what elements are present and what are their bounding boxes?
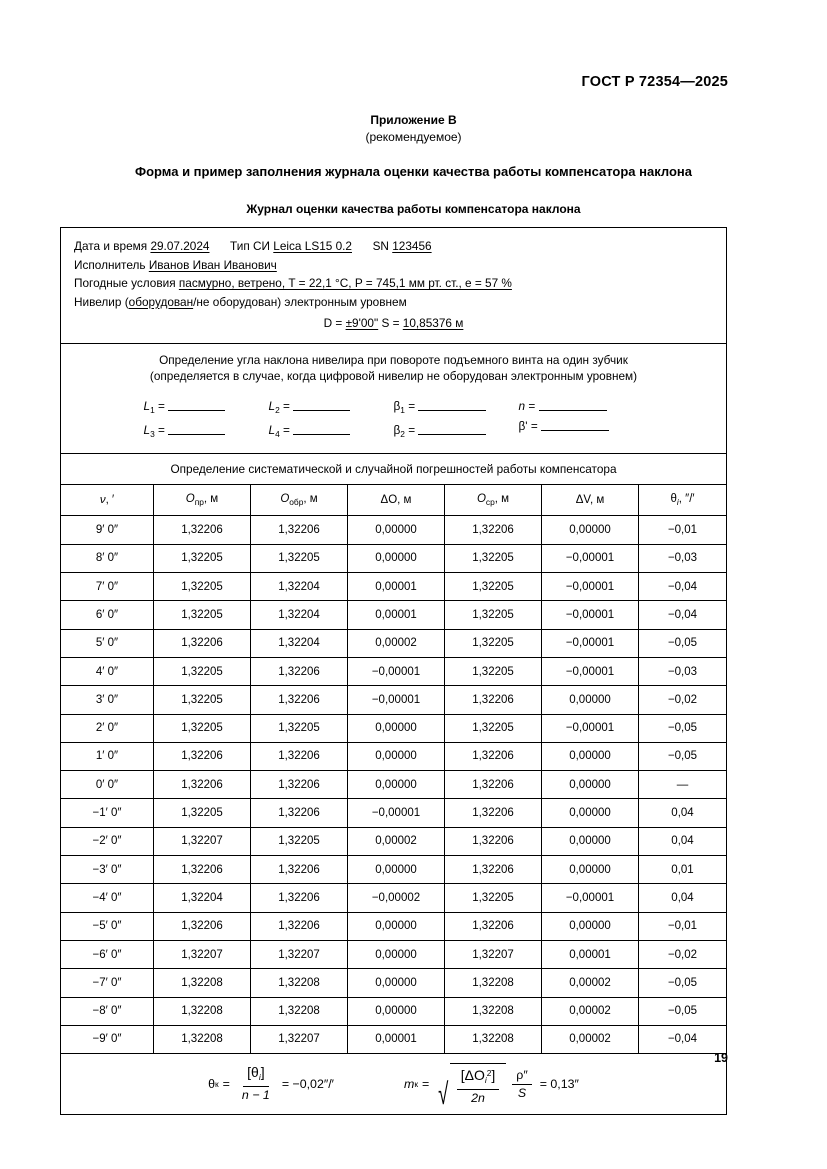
- table-row: [61, 629, 726, 657]
- row-value-cell: 1,32207: [251, 940, 348, 968]
- tilt-field-Bp-eq: =: [530, 418, 538, 433]
- row-angle-cell: −4′ 0″: [61, 884, 154, 912]
- table-row: [61, 799, 726, 827]
- tilt-field-L4-sub: 4: [275, 428, 280, 439]
- instrument-label: Тип СИ: [230, 239, 270, 253]
- row-angle-cell: 0′ 0″: [61, 771, 154, 799]
- row-value-cell: 0,00000: [348, 544, 445, 572]
- tilt-field-col-L12: [144, 396, 269, 444]
- row-value-cell: 0,00002: [542, 997, 639, 1025]
- form-title: Форма и пример заполнения журнала оценки качества работы компенсатора наклона: [134, 164, 692, 179]
- formula-m-num-sup: 2: [486, 1067, 492, 1078]
- formula-theta-num-sub: i: [258, 1072, 261, 1083]
- tilt-field-B2: [394, 420, 519, 444]
- formula-m-lhs-sub: к: [414, 1079, 418, 1090]
- row-angle-cell: −9′ 0″: [61, 1025, 154, 1053]
- row-value-cell: 1,32206: [445, 742, 542, 770]
- row-value-cell: 1,32204: [251, 573, 348, 601]
- tilt-field-B1-sym: β: [393, 398, 401, 413]
- date-label: Дата и время: [74, 239, 148, 253]
- col-header-theta-unit: , ″/′: [678, 493, 695, 506]
- formula-m-lhs: m: [404, 1077, 415, 1092]
- row-angle-cell: 9′ 0″: [61, 516, 154, 544]
- row-angle-cell: −7′ 0″: [61, 969, 154, 997]
- row-value-cell: 1,32208: [445, 997, 542, 1025]
- row-value-cell: 0,00000: [348, 771, 445, 799]
- row-value-cell: 1,32206: [251, 856, 348, 884]
- tilt-field-L4-sym: L: [268, 422, 276, 437]
- row-value-cell: 1,32206: [154, 629, 251, 657]
- tilt-field-col-n: [519, 396, 644, 444]
- row-angle-cell: 1′ 0″: [61, 742, 154, 770]
- formula-theta-lhs-sub: к: [214, 1079, 219, 1090]
- table-row: [61, 601, 726, 629]
- tilt-field-L2-sym: L: [268, 398, 276, 413]
- col-header-opr-sub: пр: [194, 497, 204, 508]
- annex-kind: (рекомендуемое): [365, 129, 462, 144]
- level-equipped-option[interactable]: оборудован: [128, 294, 194, 309]
- col-header-oobr-sym: O: [280, 493, 290, 506]
- table-row: [61, 771, 726, 799]
- operator-label: Исполнитель: [74, 257, 146, 272]
- tilt-field-L3-input[interactable]: [168, 423, 225, 435]
- row-value-cell: 1,32207: [154, 940, 251, 968]
- formula-theta: θ к = $\frac{[\theta_i]}{n - 1}$ = −0,02″/′: [208, 1064, 334, 1103]
- formula-m-num-open: [ΔO: [460, 1066, 485, 1083]
- tilt-field-B2-input[interactable]: [418, 423, 486, 435]
- row-value-cell: 1,32205: [445, 629, 542, 657]
- table-row: [61, 516, 726, 544]
- row-angle-cell: −5′ 0″: [61, 912, 154, 940]
- tilt-field-L3-sub: 3: [150, 428, 155, 439]
- row-value-cell: 1,32206: [251, 799, 348, 827]
- row-value-cell: 0,00001: [348, 601, 445, 629]
- row-value-cell: −0,01: [639, 516, 727, 544]
- col-header-nu: [61, 485, 154, 516]
- row-value-cell: 1,32205: [251, 827, 348, 855]
- col-header-osr-unit: , м: [494, 493, 510, 506]
- tilt-field-L2-sub: 2: [275, 404, 280, 415]
- tilt-section-line1: Определение угла наклона нивелира при повороте подъемного винта на один зубчик: [159, 352, 628, 367]
- row-value-cell: 1,32208: [251, 997, 348, 1025]
- info-line-weather: [74, 274, 713, 293]
- row-angle-cell: −3′ 0″: [61, 856, 154, 884]
- row-angle-cell: 6′ 0″: [61, 601, 154, 629]
- table-row: [61, 657, 726, 685]
- row-value-cell: 0,00000: [348, 714, 445, 742]
- table-row: [61, 827, 726, 855]
- tilt-field-col-L34: [269, 396, 394, 444]
- row-angle-cell: −1′ 0″: [61, 799, 154, 827]
- tilt-field-L3-eq: =: [158, 422, 165, 437]
- row-value-cell: 1,32206: [251, 516, 348, 544]
- row-value-cell: 0,00000: [542, 827, 639, 855]
- d-value[interactable]: ±9'00": [345, 316, 379, 331]
- row-value-cell: −0,00001: [542, 601, 639, 629]
- row-value-cell: 1,32206: [445, 827, 542, 855]
- row-value-cell: 1,32206: [251, 686, 348, 714]
- col-header-oobr-unit: , м: [303, 493, 318, 506]
- row-value-cell: 0,00000: [542, 686, 639, 714]
- row-value-cell: 1,32208: [445, 1025, 542, 1053]
- row-value-cell: 0,00002: [348, 629, 445, 657]
- formula-m-sqrt: [435, 1063, 506, 1112]
- row-value-cell: 1,32205: [154, 799, 251, 827]
- s-label: S =: [378, 316, 403, 331]
- row-value-cell: −0,03: [639, 544, 727, 572]
- col-header-opr-sym: O: [185, 493, 195, 506]
- tilt-field-L4-input[interactable]: [293, 423, 350, 435]
- row-value-cell: 0,00000: [542, 912, 639, 940]
- table-row: [61, 686, 726, 714]
- standard-header: ГОСТ Р 72354—2025: [581, 74, 728, 90]
- row-value-cell: 1,32208: [154, 997, 251, 1025]
- row-value-cell: 1,32208: [154, 969, 251, 997]
- measurements-table: [61, 485, 726, 1053]
- col-header-theta-sym: θ: [670, 493, 677, 506]
- formula-theta-num-close: ]: [260, 1064, 265, 1081]
- info-line-level: [74, 293, 713, 312]
- formula-theta-fraction: [238, 1065, 274, 1103]
- row-value-cell: 1,32205: [154, 573, 251, 601]
- row-value-cell: −0,05: [639, 714, 727, 742]
- journal-form: [60, 227, 727, 1115]
- col-header-nu-unit: , ′: [105, 494, 115, 507]
- table-row: [61, 1025, 726, 1053]
- row-angle-cell: 7′ 0″: [61, 573, 154, 601]
- row-value-cell: 0,00000: [348, 940, 445, 968]
- tilt-field-L2: [269, 396, 394, 420]
- tilt-field-L4: [269, 420, 394, 444]
- tilt-field-L3-sym: L: [143, 422, 151, 437]
- row-value-cell: 1,32206: [251, 884, 348, 912]
- table-row: [61, 940, 726, 968]
- row-value-cell: 1,32207: [251, 1025, 348, 1053]
- col-header-osr-sym: O: [476, 493, 486, 506]
- row-value-cell: 1,32204: [251, 629, 348, 657]
- row-value-cell: 1,32205: [445, 657, 542, 685]
- row-value-cell: 1,32206: [154, 912, 251, 940]
- table-row: [61, 544, 726, 572]
- tilt-field-B1: [394, 396, 519, 420]
- annex-label: Приложение В: [370, 113, 457, 127]
- row-value-cell: 1,32206: [445, 799, 542, 827]
- row-value-cell: 1,32205: [154, 657, 251, 685]
- row-value-cell: 0,00002: [348, 827, 445, 855]
- row-value-cell: 0,00002: [542, 1025, 639, 1053]
- formula-m-num-sub: i: [484, 1074, 487, 1085]
- row-value-cell: 0,00000: [542, 856, 639, 884]
- tilt-field-Bp-sym: β': [518, 418, 528, 433]
- col-header-osr-sub: ср: [485, 497, 495, 508]
- row-value-cell: −0,00001: [542, 544, 639, 572]
- row-value-cell: 1,32206: [154, 771, 251, 799]
- row-angle-cell: −6′ 0″: [61, 940, 154, 968]
- row-value-cell: 1,32205: [445, 601, 542, 629]
- col-header-delta-v-sym: ΔV: [575, 494, 590, 507]
- info-line-ds: [74, 314, 713, 333]
- row-value-cell: 0,00000: [348, 856, 445, 884]
- row-value-cell: 1,32205: [251, 544, 348, 572]
- col-header-delta-v: [542, 485, 639, 516]
- row-value-cell: −0,00001: [348, 686, 445, 714]
- operator-value[interactable]: Иванов Иван Иванович: [148, 257, 277, 272]
- formula-m-fraction: [457, 1066, 500, 1106]
- table-row: [61, 912, 726, 940]
- row-value-cell: −0,03: [639, 657, 727, 685]
- title-block: [60, 112, 767, 217]
- tilt-field-L1-sym: L: [143, 398, 151, 413]
- row-value-cell: 0,00000: [542, 799, 639, 827]
- row-value-cell: 1,32206: [154, 742, 251, 770]
- row-value-cell: 0,04: [639, 799, 727, 827]
- row-value-cell: 1,32206: [154, 516, 251, 544]
- row-value-cell: 1,32205: [154, 686, 251, 714]
- table-body: [61, 516, 726, 1053]
- row-value-cell: −0,00001: [542, 714, 639, 742]
- col-header-opr: [154, 485, 251, 516]
- weather-label: Погодные условия: [74, 276, 176, 291]
- col-header-delta-v-unit: , м: [590, 494, 605, 507]
- tilt-field-L4-eq: =: [283, 422, 290, 437]
- table-row: [61, 884, 726, 912]
- tilt-field-n-eq: =: [528, 398, 536, 413]
- row-value-cell: 0,00001: [542, 940, 639, 968]
- sqrt-icon: √: [438, 1078, 449, 1112]
- formula-theta-den-text: n − 1: [241, 1088, 270, 1103]
- row-angle-cell: 5′ 0″: [61, 629, 154, 657]
- row-value-cell: −0,00001: [348, 799, 445, 827]
- row-value-cell: 1,32206: [154, 856, 251, 884]
- col-header-delta-o-unit: , м: [397, 494, 412, 507]
- sn-label: SN: [372, 239, 389, 253]
- row-value-cell: −0,05: [639, 969, 727, 997]
- row-value-cell: 0,00000: [348, 912, 445, 940]
- row-value-cell: 0,00001: [348, 573, 445, 601]
- row-value-cell: −0,05: [639, 742, 727, 770]
- formula-m-rho-num: ρ″: [512, 1068, 531, 1085]
- row-value-cell: 1,32204: [154, 884, 251, 912]
- formula-m-rho-den-text: S: [517, 1085, 527, 1100]
- col-header-oobr-sub: обр: [289, 497, 304, 508]
- row-value-cell: 1,32208: [445, 969, 542, 997]
- tilt-field-L2-input[interactable]: [293, 399, 350, 411]
- level-prefix: Нивелир (: [74, 294, 129, 309]
- row-value-cell: 1,32205: [445, 714, 542, 742]
- row-value-cell: 0,01: [639, 856, 727, 884]
- tilt-field-Bp: [519, 416, 644, 436]
- row-value-cell: −0,02: [639, 940, 727, 968]
- row-angle-cell: 8′ 0″: [61, 544, 154, 572]
- row-angle-cell: 2′ 0″: [61, 714, 154, 742]
- tilt-field-L3: [144, 420, 269, 444]
- errors-section-title: Определение систематической и случайной погрешностей работы компенсатора: [170, 461, 617, 476]
- row-value-cell: 0,00000: [348, 969, 445, 997]
- formula-m-result: = 0,13″: [539, 1077, 579, 1092]
- table-row: [61, 856, 726, 884]
- row-value-cell: 1,32206: [445, 912, 542, 940]
- row-value-cell: 1,32205: [154, 544, 251, 572]
- tilt-field-B2-sym: β: [393, 422, 401, 437]
- row-value-cell: 1,32206: [251, 657, 348, 685]
- table-row: [61, 573, 726, 601]
- col-header-osr: [445, 485, 542, 516]
- row-value-cell: 0,00000: [348, 742, 445, 770]
- row-value-cell: −0,02: [639, 686, 727, 714]
- row-value-cell: 0,00000: [542, 516, 639, 544]
- row-value-cell: 0,04: [639, 827, 727, 855]
- formula-row: [61, 1053, 726, 1114]
- formula-m-den-text: 2n: [471, 1090, 485, 1105]
- row-value-cell: −0,04: [639, 601, 727, 629]
- tilt-fields: [77, 396, 710, 444]
- row-value-cell: —: [639, 771, 727, 799]
- table-header-row: [61, 485, 726, 516]
- row-value-cell: −0,04: [639, 573, 727, 601]
- tilt-field-L1-input[interactable]: [168, 399, 225, 411]
- tilt-field-n-sym: n: [518, 398, 526, 413]
- row-value-cell: 1,32205: [445, 884, 542, 912]
- formula-theta-result: = −0,02″/′: [281, 1077, 334, 1092]
- row-value-cell: 1,32204: [251, 601, 348, 629]
- tilt-field-col-beta: [394, 396, 519, 444]
- row-value-cell: 1,32206: [445, 771, 542, 799]
- row-value-cell: 1,32206: [445, 516, 542, 544]
- row-value-cell: 0,00000: [348, 997, 445, 1025]
- table-row: [61, 969, 726, 997]
- row-value-cell: 1,32206: [445, 856, 542, 884]
- formula-m-rho-den: [514, 1085, 530, 1101]
- row-value-cell: 1,32208: [251, 969, 348, 997]
- tilt-field-B2-eq: =: [408, 422, 416, 437]
- col-header-delta-o: [348, 485, 445, 516]
- row-value-cell: −0,04: [639, 1025, 727, 1053]
- row-value-cell: −0,00001: [348, 657, 445, 685]
- row-value-cell: −0,00001: [542, 629, 639, 657]
- formula-m-numerator: [457, 1066, 500, 1090]
- row-value-cell: −0,05: [639, 629, 727, 657]
- formula-m: m к = √ $\frac{[\Delta O_i^2]}{2n}$ $\frac{\rho''}{S}$ = 0,13″: [404, 1063, 579, 1106]
- row-value-cell: −0,00001: [542, 657, 639, 685]
- row-value-cell: −0,00002: [348, 884, 445, 912]
- tilt-field-L2-eq: =: [283, 398, 290, 413]
- row-value-cell: 0,00000: [348, 516, 445, 544]
- info-line-date: [74, 237, 713, 256]
- table-row: [61, 714, 726, 742]
- d-label: D =: [323, 316, 346, 331]
- row-value-cell: 1,32206: [251, 771, 348, 799]
- formula-theta-lhs: θ: [208, 1077, 215, 1092]
- table-row: [61, 997, 726, 1025]
- sn-value[interactable]: 123456: [392, 239, 432, 253]
- col-header-theta: [639, 485, 727, 516]
- row-value-cell: 1,32205: [251, 714, 348, 742]
- tilt-section: [61, 344, 726, 453]
- info-line-operator: [74, 256, 713, 275]
- row-value-cell: 1,32205: [445, 573, 542, 601]
- tilt-section-line2: (определяется в случае, когда цифровой нивелир не оборудован электронным уровнем): [149, 369, 638, 384]
- row-value-cell: 0,00001: [348, 1025, 445, 1053]
- row-value-cell: −0,00001: [542, 884, 639, 912]
- tilt-field-L1-eq: =: [158, 398, 165, 413]
- col-header-theta-sub: i: [676, 497, 679, 508]
- formula-m-num-close: ]: [491, 1066, 496, 1083]
- col-header-nu-sym: ν: [99, 494, 106, 507]
- formula-theta-numerator: [243, 1065, 268, 1087]
- formula-m-rho-fraction: [512, 1068, 531, 1101]
- row-angle-cell: 3′ 0″: [61, 686, 154, 714]
- col-header-opr-unit: , м: [203, 493, 219, 506]
- tilt-field-n: [519, 396, 644, 416]
- row-value-cell: 1,32207: [445, 940, 542, 968]
- row-value-cell: 1,32206: [251, 742, 348, 770]
- info-block: [61, 228, 726, 343]
- row-value-cell: 1,32206: [445, 686, 542, 714]
- row-value-cell: 1,32205: [154, 714, 251, 742]
- row-value-cell: 0,00002: [542, 969, 639, 997]
- table-row: [61, 742, 726, 770]
- row-value-cell: 1,32208: [154, 1025, 251, 1053]
- instrument-value[interactable]: Leica LS15 0.2: [273, 239, 352, 253]
- formula-theta-num-open: [θ: [247, 1064, 259, 1081]
- row-angle-cell: −2′ 0″: [61, 827, 154, 855]
- level-suffix: /не оборудован) электронным уровнем: [193, 294, 407, 309]
- date-value[interactable]: 29.07.2024: [150, 239, 210, 253]
- row-value-cell: 1,32206: [251, 912, 348, 940]
- formula-m-denominator: [467, 1090, 489, 1106]
- page-number: 19: [714, 1051, 728, 1065]
- tilt-field-n-input[interactable]: [539, 399, 607, 411]
- tilt-field-B2-sub: 2: [400, 428, 405, 439]
- formula-theta-denominator: [238, 1087, 274, 1103]
- tilt-field-B1-eq: =: [408, 398, 416, 413]
- row-value-cell: 0,04: [639, 884, 727, 912]
- s-value[interactable]: 10,85376 м: [402, 316, 464, 331]
- weather-value[interactable]: пасмурно, ветрено, T = 22,1 °C, P = 745,1 мм рт. ст., e = 57 %: [178, 276, 512, 291]
- journal-title: Журнал оценки качества работы компенсатора наклона: [246, 202, 581, 216]
- row-value-cell: 0,00000: [542, 742, 639, 770]
- row-angle-cell: 4′ 0″: [61, 657, 154, 685]
- tilt-field-L1-sub: 1: [150, 404, 155, 415]
- row-value-cell: 1,32205: [154, 601, 251, 629]
- row-value-cell: −0,00001: [542, 573, 639, 601]
- formula-m-radicand: [450, 1063, 507, 1106]
- row-value-cell: −0,05: [639, 997, 727, 1025]
- row-value-cell: 0,00000: [542, 771, 639, 799]
- row-value-cell: −0,01: [639, 912, 727, 940]
- col-header-delta-o-sym: ΔO: [380, 494, 398, 507]
- row-value-cell: 1,32205: [445, 544, 542, 572]
- errors-section-heading: [61, 454, 726, 485]
- col-header-oobr: [251, 485, 348, 516]
- row-angle-cell: −8′ 0″: [61, 997, 154, 1025]
- tilt-field-B1-sub: 1: [400, 404, 405, 415]
- tilt-field-Bp-input[interactable]: [541, 419, 609, 431]
- tilt-field-B1-input[interactable]: [418, 399, 486, 411]
- row-value-cell: 1,32207: [154, 827, 251, 855]
- tilt-field-L1: [144, 396, 269, 420]
